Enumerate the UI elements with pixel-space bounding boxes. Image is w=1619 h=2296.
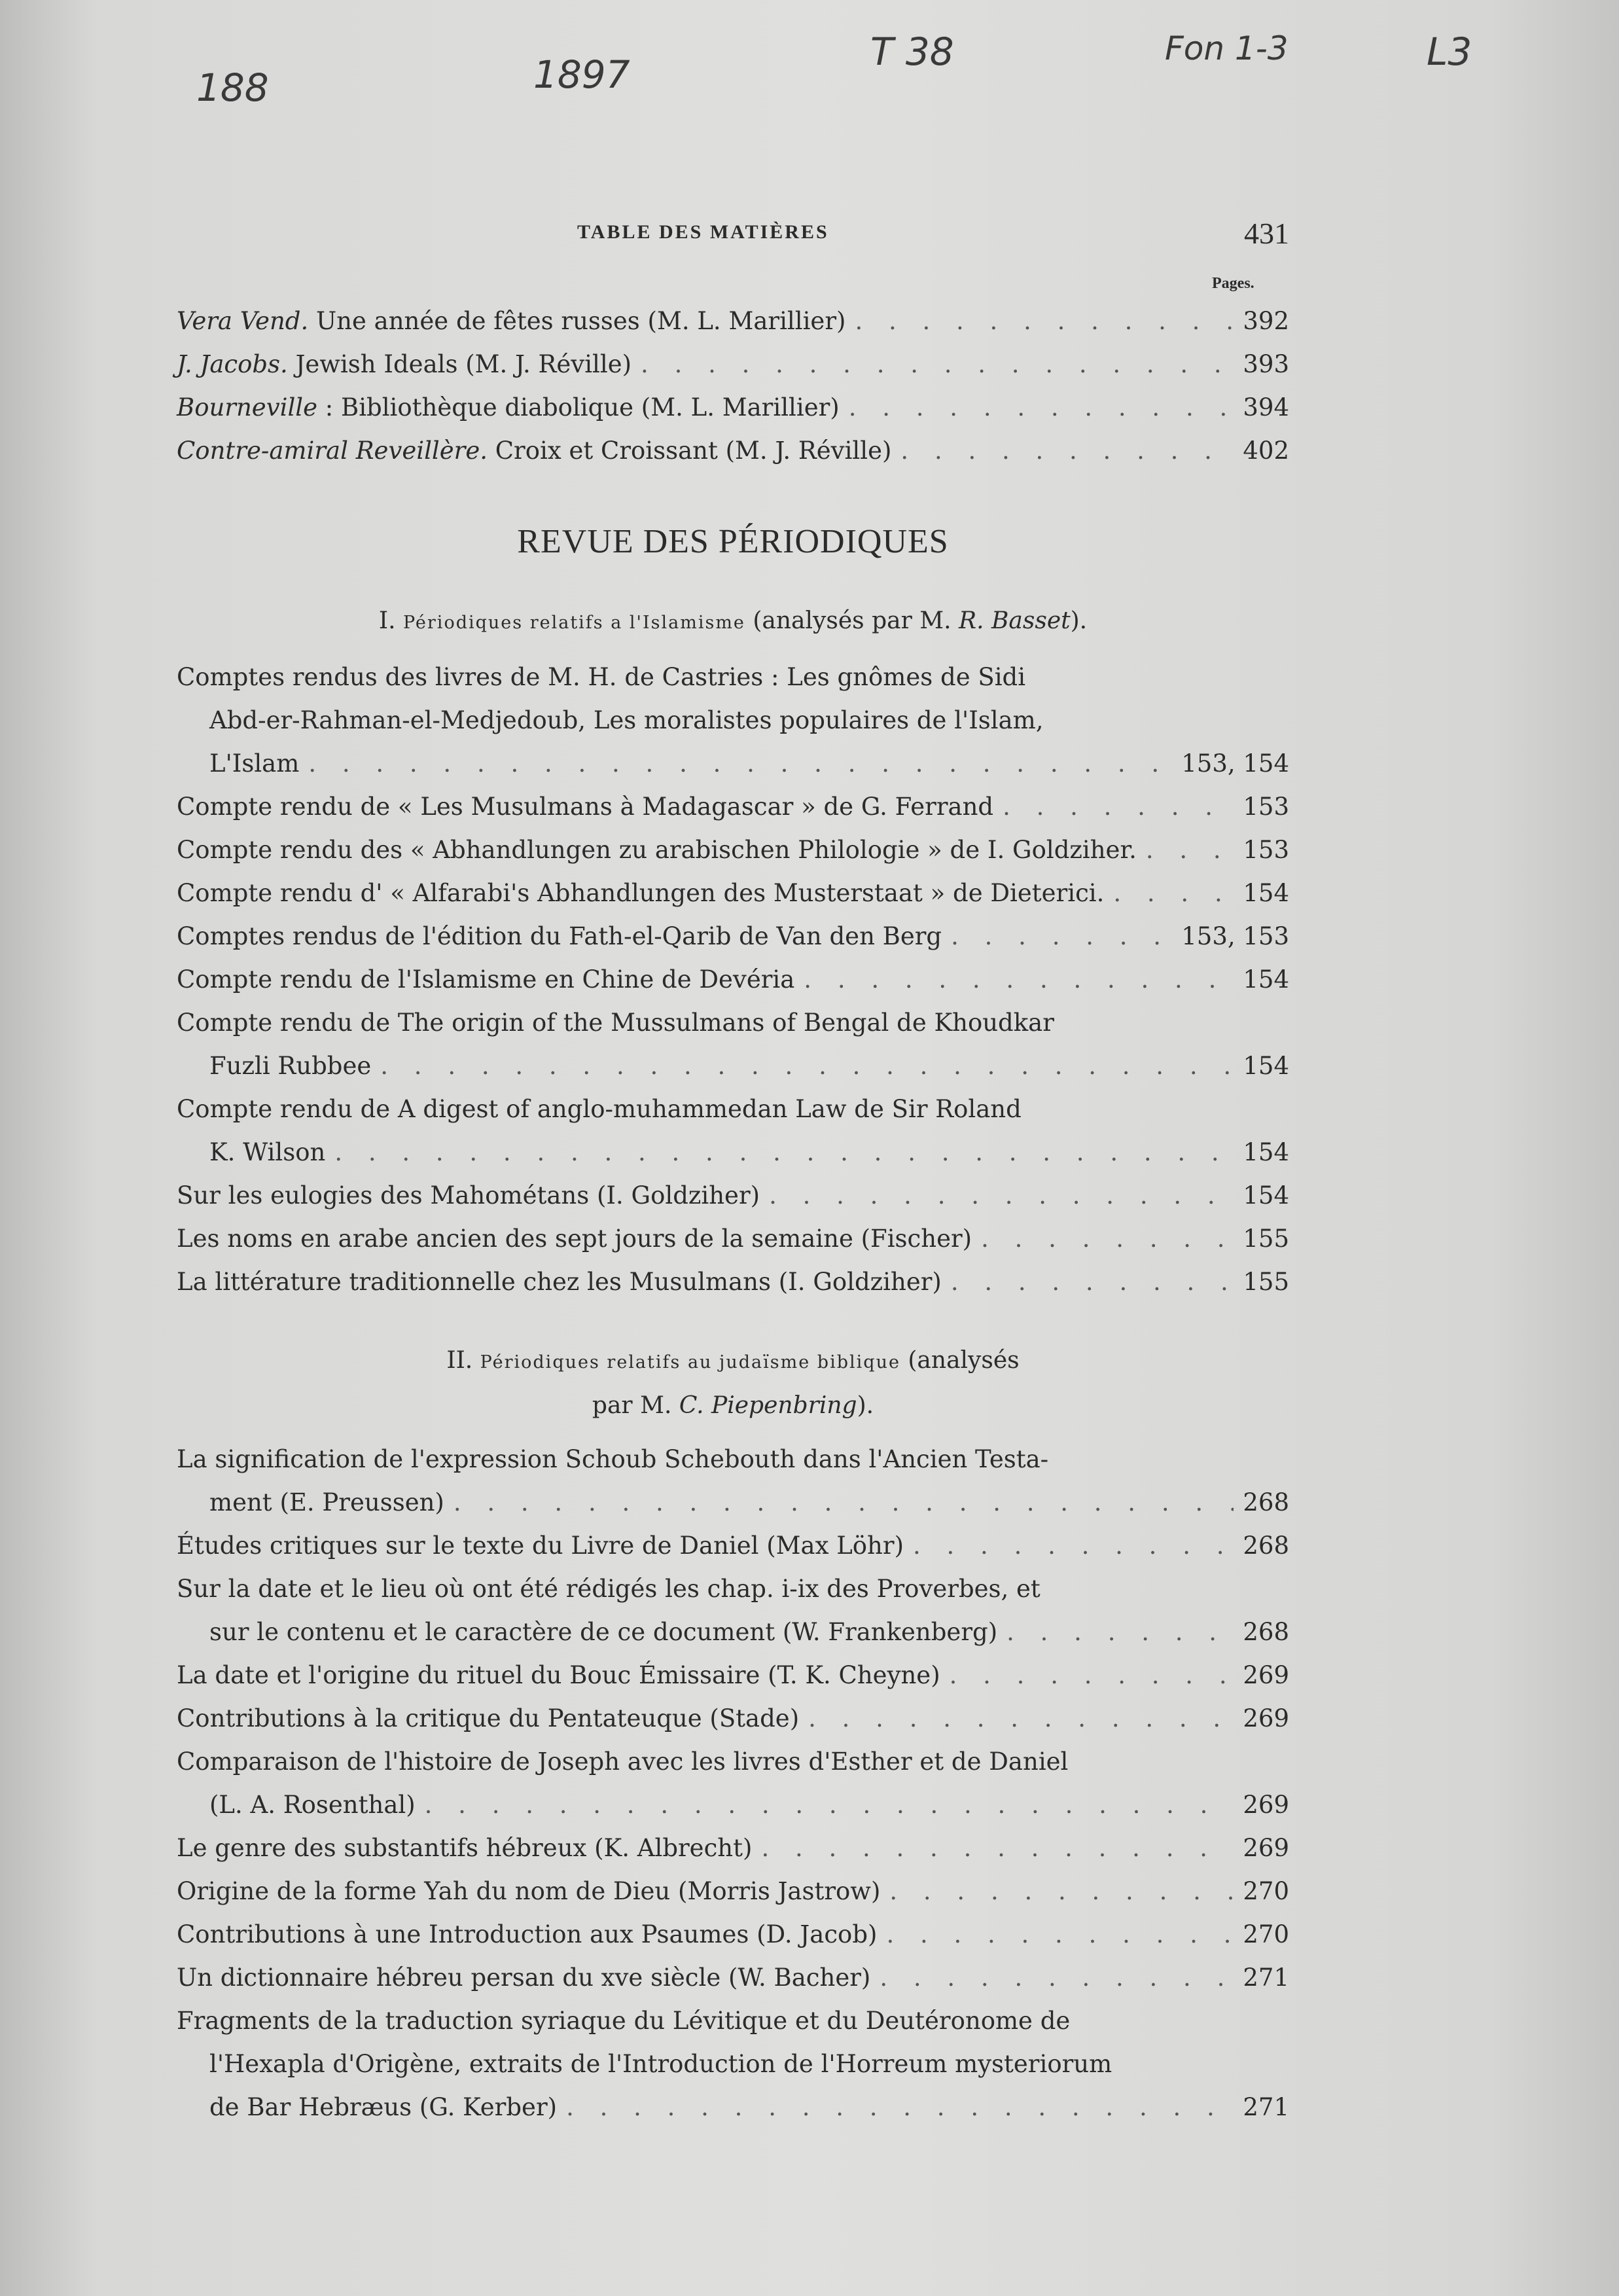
entry-line (177, 1217, 1289, 1261)
entry-text (177, 1827, 752, 1870)
entry-title: Un dictionnaire hébreu persan du xve siècle (W. Bacher) (177, 1964, 871, 1992)
leader-dots (900, 429, 1234, 473)
toc-entry (177, 958, 1289, 1001)
entry-title: Compte rendu de « Les Musulmans à Madagascar » de G. Ferrand (177, 793, 994, 821)
entry-title: Contributions à une Introduction aux Psaumes (D. Jacob) (177, 1920, 878, 1948)
section2-heading-editor: C. Piepenbring (679, 1392, 857, 1419)
entry-line (177, 1740, 1289, 1784)
entry-line (177, 1784, 1289, 1827)
section1-heading-prefix: I. (378, 607, 403, 634)
entry-line (177, 2086, 1289, 2129)
entry-text (177, 958, 794, 1001)
leader-dots (761, 1827, 1234, 1870)
toc-entry (177, 1956, 1289, 2000)
section2-heading (177, 1339, 1289, 1427)
section1-heading (177, 600, 1289, 645)
entry-line (177, 386, 1289, 429)
entry-title: Croix et Croissant (M. J. Réville) (487, 437, 892, 465)
entry-text (177, 1524, 904, 1568)
entry-line (177, 429, 1289, 473)
leader-dots (1113, 872, 1234, 915)
entry-line (177, 1088, 1289, 1131)
entry-author: J. Jacobs. (177, 350, 288, 378)
entry-page: 154 (1243, 1138, 1289, 1166)
toc-entry (177, 1217, 1289, 1261)
section2-heading-end: ). (857, 1392, 874, 1419)
entry-line (177, 1913, 1289, 1956)
entry-line (177, 1001, 1289, 1045)
entry-line (177, 1481, 1289, 1524)
entry-text (177, 2000, 1070, 2043)
entry-title: La littérature traditionnelle chez les Musulmans (I. Goldziher) (177, 1268, 942, 1296)
section2-heading-prefix: II. (446, 1347, 480, 1374)
entry-line (177, 872, 1289, 915)
leader-dots (951, 1261, 1234, 1304)
toc-entry (177, 429, 1289, 473)
handwritten-note-1: 188 (196, 65, 269, 110)
entry-text (177, 1088, 1022, 1131)
entry-title: Compte rendu de l'Islamisme en Chine de Devéria (177, 965, 795, 994)
leader-dots (951, 915, 1172, 958)
entry-title: de Bar Hebræus (G. Kerber) (209, 2093, 558, 2121)
entry-text (177, 785, 993, 829)
section1-heading-editor: R. Basset (958, 607, 1071, 634)
entry-title: Compte rendu des « Abhandlungen zu arabischen Philologie » de I. Goldziher. (177, 836, 1137, 864)
section1-heading-sc: Périodiques relatifs a l'Islamisme (402, 613, 745, 633)
entry-text (209, 1611, 997, 1654)
entry-line (177, 1654, 1289, 1697)
entry-text (209, 699, 1044, 742)
toc-entry (177, 2000, 1289, 2129)
toc-entry (177, 1697, 1289, 1740)
entry-text (209, 1784, 416, 1827)
leader-dots (913, 1524, 1234, 1568)
leader-dots (641, 343, 1234, 386)
entry-text (177, 300, 845, 343)
entry-page: 271 (1243, 1964, 1289, 1992)
entry-page: 269 (1243, 1834, 1289, 1862)
entry-title: Sur les eulogies des Mahométans (I. Goldziher) (177, 1181, 760, 1210)
entry-title: Origine de la forme Yah du nom de Dieu (Morris Jastrow) (177, 1877, 881, 1905)
entry-text (177, 343, 632, 386)
entry-line (177, 742, 1289, 785)
entry-line (177, 785, 1289, 829)
leader-dots (425, 1784, 1234, 1827)
toc-entry (177, 1654, 1289, 1697)
entry-text (209, 742, 299, 785)
entry-text (177, 1438, 1048, 1481)
entry-author: Vera Vend. (177, 307, 309, 335)
entry-line (177, 2000, 1289, 2043)
leader-dots (334, 1131, 1234, 1174)
entry-title: Sur la date et le lieu où ont été rédigés les chap. i-ix des Proverbes, et (177, 1575, 1041, 1603)
toc-entry (177, 386, 1289, 429)
toc-entry (177, 1261, 1289, 1304)
section2-heading-line2: par M. (592, 1392, 679, 1419)
entry-text (177, 915, 942, 958)
entry-page: 154 (1243, 1052, 1289, 1080)
entry-title: Comptes rendus de l'édition du Fath-el-Qarib de Van den Berg (177, 922, 942, 950)
entry-text (177, 1697, 799, 1740)
entry-page: 153 (1243, 793, 1289, 821)
section1-heading-suffix: (analysés par M. (745, 607, 959, 634)
entry-page: 153 (1243, 836, 1289, 864)
entry-page: 270 (1243, 1877, 1289, 1905)
toc-entry (177, 1740, 1289, 1827)
entry-text (177, 429, 891, 473)
entry-line (177, 829, 1289, 872)
toc-entry (177, 872, 1289, 915)
entry-text (177, 1913, 877, 1956)
toc-entry (177, 1524, 1289, 1568)
entry-title: Compte rendu de A digest of anglo-muhammedan Law de Sir Roland (177, 1095, 1022, 1123)
leader-dots (454, 1481, 1234, 1524)
entry-text (177, 1217, 972, 1261)
leader-dots (308, 742, 1172, 785)
leader-dots (855, 300, 1234, 343)
entry-text (209, 2086, 557, 2129)
handwritten-note-2: 1897 (533, 52, 630, 97)
toc-entry (177, 829, 1289, 872)
entry-title: Compte rendu d' « Alfarabi's Abhandlungen des Musterstaat » de Dieterici. (177, 879, 1105, 907)
section-title: REVUE DES PÉRIODIQUES (517, 523, 949, 560)
leader-dots (1146, 829, 1234, 872)
entry-title: Une année de fêtes russes (M. L. Marillier) (308, 307, 846, 335)
entry-page: 154 (1243, 1181, 1289, 1210)
leader-dots (808, 1697, 1234, 1740)
entry-title: ment (E. Preussen) (209, 1488, 444, 1516)
entry-line (177, 958, 1289, 1001)
leader-dots (380, 1045, 1234, 1088)
entry-text (209, 2043, 1112, 2086)
entry-page: 393 (1243, 350, 1289, 378)
leader-dots (880, 1956, 1234, 2000)
entry-line (177, 1261, 1289, 1304)
entry-page: 394 (1243, 393, 1289, 422)
leader-dots (886, 1913, 1234, 1956)
toc-entry (177, 300, 1289, 343)
entry-line (177, 1524, 1289, 1568)
toc-entry (177, 1088, 1289, 1174)
entry-page: 269 (1243, 1704, 1289, 1732)
handwritten-note-5: L3 (1427, 29, 1472, 74)
entry-title: Fuzli Rubbee (209, 1052, 372, 1080)
entry-line (177, 343, 1289, 386)
entry-page: 153, 153 (1181, 922, 1289, 950)
entry-page: 268 (1243, 1488, 1289, 1516)
entry-text (209, 1481, 444, 1524)
entry-page: 268 (1243, 1532, 1289, 1560)
entry-title: Comparaison de l'histoire de Joseph avec les livres d'Esther et de Daniel (177, 1748, 1069, 1776)
entry-line (177, 1131, 1289, 1174)
entry-text (177, 872, 1104, 915)
toc-entry (177, 343, 1289, 386)
leader-dots (1003, 785, 1234, 829)
entry-title: Études critiques sur le texte du Livre de Daniel (Max Löhr) (177, 1532, 904, 1560)
entry-line (177, 699, 1289, 742)
entry-page: 271 (1243, 2093, 1289, 2121)
entry-page: 155 (1243, 1268, 1289, 1296)
leader-dots (769, 1174, 1234, 1217)
entry-line (177, 1697, 1289, 1740)
entry-text (177, 1740, 1068, 1784)
entry-title: Abd-er-Rahman-el-Medjedoub, Les moralistes populaires de l'Islam, (209, 706, 1044, 734)
entry-text (177, 386, 840, 429)
entry-page: 402 (1243, 437, 1289, 465)
entry-line (177, 2043, 1289, 2086)
running-header (177, 216, 1289, 255)
entry-author: Bourneville (177, 393, 318, 422)
entry-text (209, 1045, 371, 1088)
entry-title: Les noms en arabe ancien des sept jours de la semaine (Fischer) (177, 1225, 972, 1253)
toc-entry (177, 656, 1289, 785)
entry-title: l'Hexapla d'Origène, extraits de l'Introduction de l'Horreum mysteriorum (209, 2050, 1112, 2078)
entry-page: 269 (1243, 1791, 1289, 1819)
entry-title: Fragments de la traduction syriaque du Lévitique et du Deutéronome de (177, 2007, 1071, 2035)
entry-line (177, 1827, 1289, 1870)
entry-author: Contre-amiral Reveillère. (177, 437, 488, 465)
toc-entry (177, 1438, 1289, 1524)
entry-page: 270 (1243, 1920, 1289, 1948)
leader-dots (889, 1870, 1234, 1913)
entry-page: 392 (1243, 307, 1289, 335)
entry-title: K. Wilson (209, 1138, 326, 1166)
entry-text (177, 1568, 1041, 1611)
entry-line (177, 1568, 1289, 1611)
section2-heading-sc: Périodiques relatifs au judaïsme biblique (480, 1352, 900, 1372)
entry-line (177, 1174, 1289, 1217)
entry-text (177, 829, 1137, 872)
entry-text (177, 1654, 940, 1697)
entry-text (177, 1870, 880, 1913)
leader-dots (1006, 1611, 1234, 1654)
entry-line (177, 300, 1289, 343)
toc-entry (177, 1174, 1289, 1217)
section1-heading-end: ). (1070, 607, 1088, 634)
toc-entry (177, 1827, 1289, 1870)
toc-entry (177, 1913, 1289, 1956)
entry-line (177, 656, 1289, 699)
entry-line (177, 1611, 1289, 1654)
page-number: 431 (1244, 217, 1289, 250)
leader-dots (804, 958, 1234, 1001)
leader-dots (849, 386, 1234, 429)
entry-text (177, 1174, 760, 1217)
entry-line (177, 1045, 1289, 1088)
entry-title: (L. A. Rosenthal) (209, 1791, 416, 1819)
entry-line (177, 1438, 1289, 1481)
entry-page: 155 (1243, 1225, 1289, 1253)
entry-text (177, 656, 1025, 699)
entry-line (177, 1870, 1289, 1913)
entry-title: Le genre des substantifs hébreux (K. Albrecht) (177, 1834, 753, 1862)
entry-text (177, 1001, 1054, 1045)
entry-line (177, 1956, 1289, 2000)
entry-title: Compte rendu de The origin of the Mussulmans of Bengal de Khoudkar (177, 1009, 1054, 1037)
entry-title: La signification de l'expression Schoub Schebouth dans l'Ancien Testa- (177, 1445, 1049, 1473)
entry-title: : Bibliothèque diabolique (M. L. Marillier) (317, 393, 840, 422)
entry-page: 154 (1243, 879, 1289, 907)
entry-title: Jewish Ideals (M. J. Réville) (287, 350, 632, 378)
leader-dots (566, 2086, 1234, 2129)
toc-entry (177, 1001, 1289, 1088)
entry-title: sur le contenu et le caractère de ce document (W. Frankenberg) (209, 1618, 998, 1646)
entry-page: 269 (1243, 1661, 1289, 1689)
pages-column-label: Pages. (1212, 275, 1254, 292)
entry-title: Contributions à la critique du Pentateuque (Stade) (177, 1704, 800, 1732)
section2-heading-suffix: (analysés (900, 1347, 1020, 1374)
header-title: TABLE DES MATIÈRES (577, 221, 829, 243)
entry-line (177, 915, 1289, 958)
toc-entry (177, 785, 1289, 829)
leader-dots (950, 1654, 1234, 1697)
leader-dots (981, 1217, 1234, 1261)
entry-page: 268 (1243, 1618, 1289, 1646)
entry-title: La date et l'origine du rituel du Bouc Émissaire (T. K. Cheyne) (177, 1661, 940, 1689)
toc-entry (177, 915, 1289, 958)
entry-text (209, 1131, 325, 1174)
entry-page: 154 (1243, 965, 1289, 994)
handwritten-note-4: Fon 1-3 (1165, 29, 1289, 67)
toc-entry (177, 1568, 1289, 1654)
entry-title: L'Islam (209, 749, 300, 778)
entry-page: 153, 154 (1181, 749, 1289, 778)
entry-text (177, 1261, 942, 1304)
toc-entry (177, 1870, 1289, 1913)
entry-title: Comptes rendus des livres de M. H. de Castries : Les gnômes de Sidi (177, 663, 1026, 691)
handwritten-note-3: T 38 (870, 29, 954, 74)
entry-text (177, 1956, 870, 2000)
